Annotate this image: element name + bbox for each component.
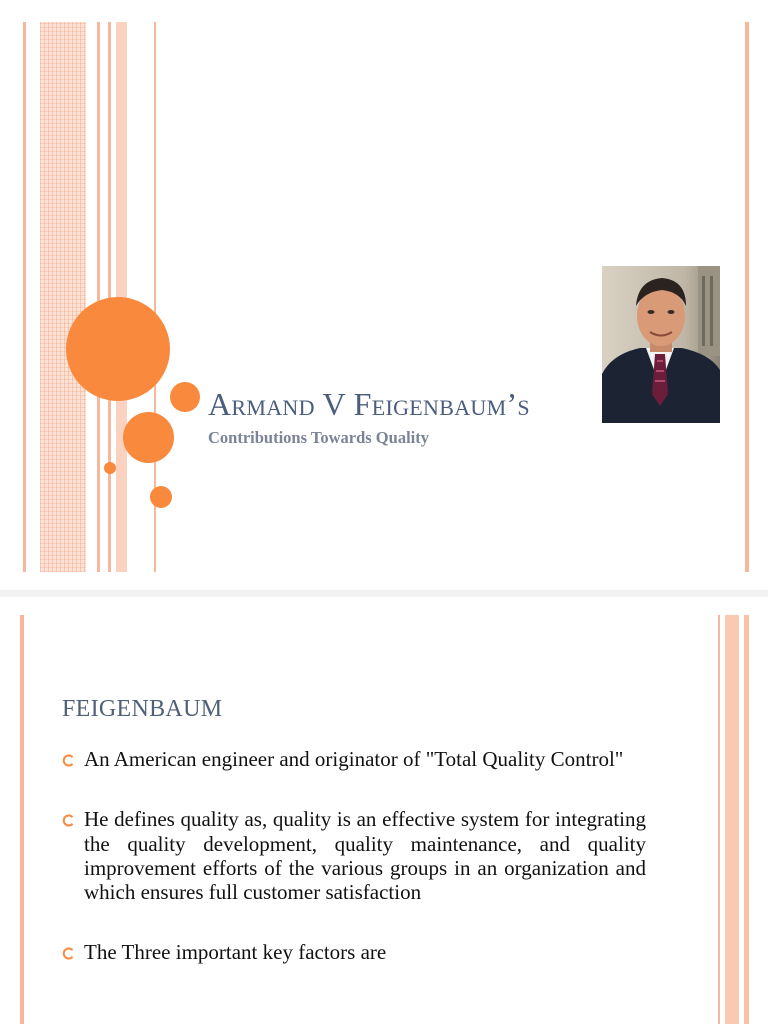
decor-circle-large (66, 297, 170, 401)
stripe-band (40, 22, 86, 572)
bullet-text: The Three important key factors are (84, 940, 387, 965)
stripe-line (23, 22, 26, 572)
bullet-item (62, 807, 646, 904)
decor-circle (123, 412, 174, 463)
portrait-photo (602, 266, 720, 423)
bullet-text: An American engineer and originator of "Total Quality Control" (84, 747, 624, 771)
stripe-line (97, 22, 100, 572)
bullet-list (62, 747, 646, 965)
stripe-line (744, 615, 749, 1024)
bullet-text: He defines quality as, quality is an effective system for integrating the quality development, quality maintenance, and quality improvement efforts of the various groups in an organization and which ensures full customer satisfaction (84, 807, 646, 905)
stripe-line (718, 615, 720, 1024)
slide-title: Armand V Feigenbaum’s (208, 386, 530, 422)
bullet-item (62, 940, 646, 964)
section-heading: FEIGENBAUM (62, 696, 223, 722)
stripe-line (20, 615, 24, 1024)
decor-circle (170, 382, 200, 412)
ring-bullet-icon (62, 947, 75, 960)
slide-subtitle: Contributions Towards Quality (208, 428, 429, 447)
ring-bullet-icon (62, 814, 75, 827)
stripe-band (725, 615, 739, 1024)
bullet-item (62, 747, 646, 771)
stripe-line (745, 22, 749, 572)
decor-circle (150, 486, 172, 508)
content-slide (0, 597, 768, 1024)
decor-circle-small (104, 462, 116, 474)
ring-bullet-icon (62, 754, 75, 767)
